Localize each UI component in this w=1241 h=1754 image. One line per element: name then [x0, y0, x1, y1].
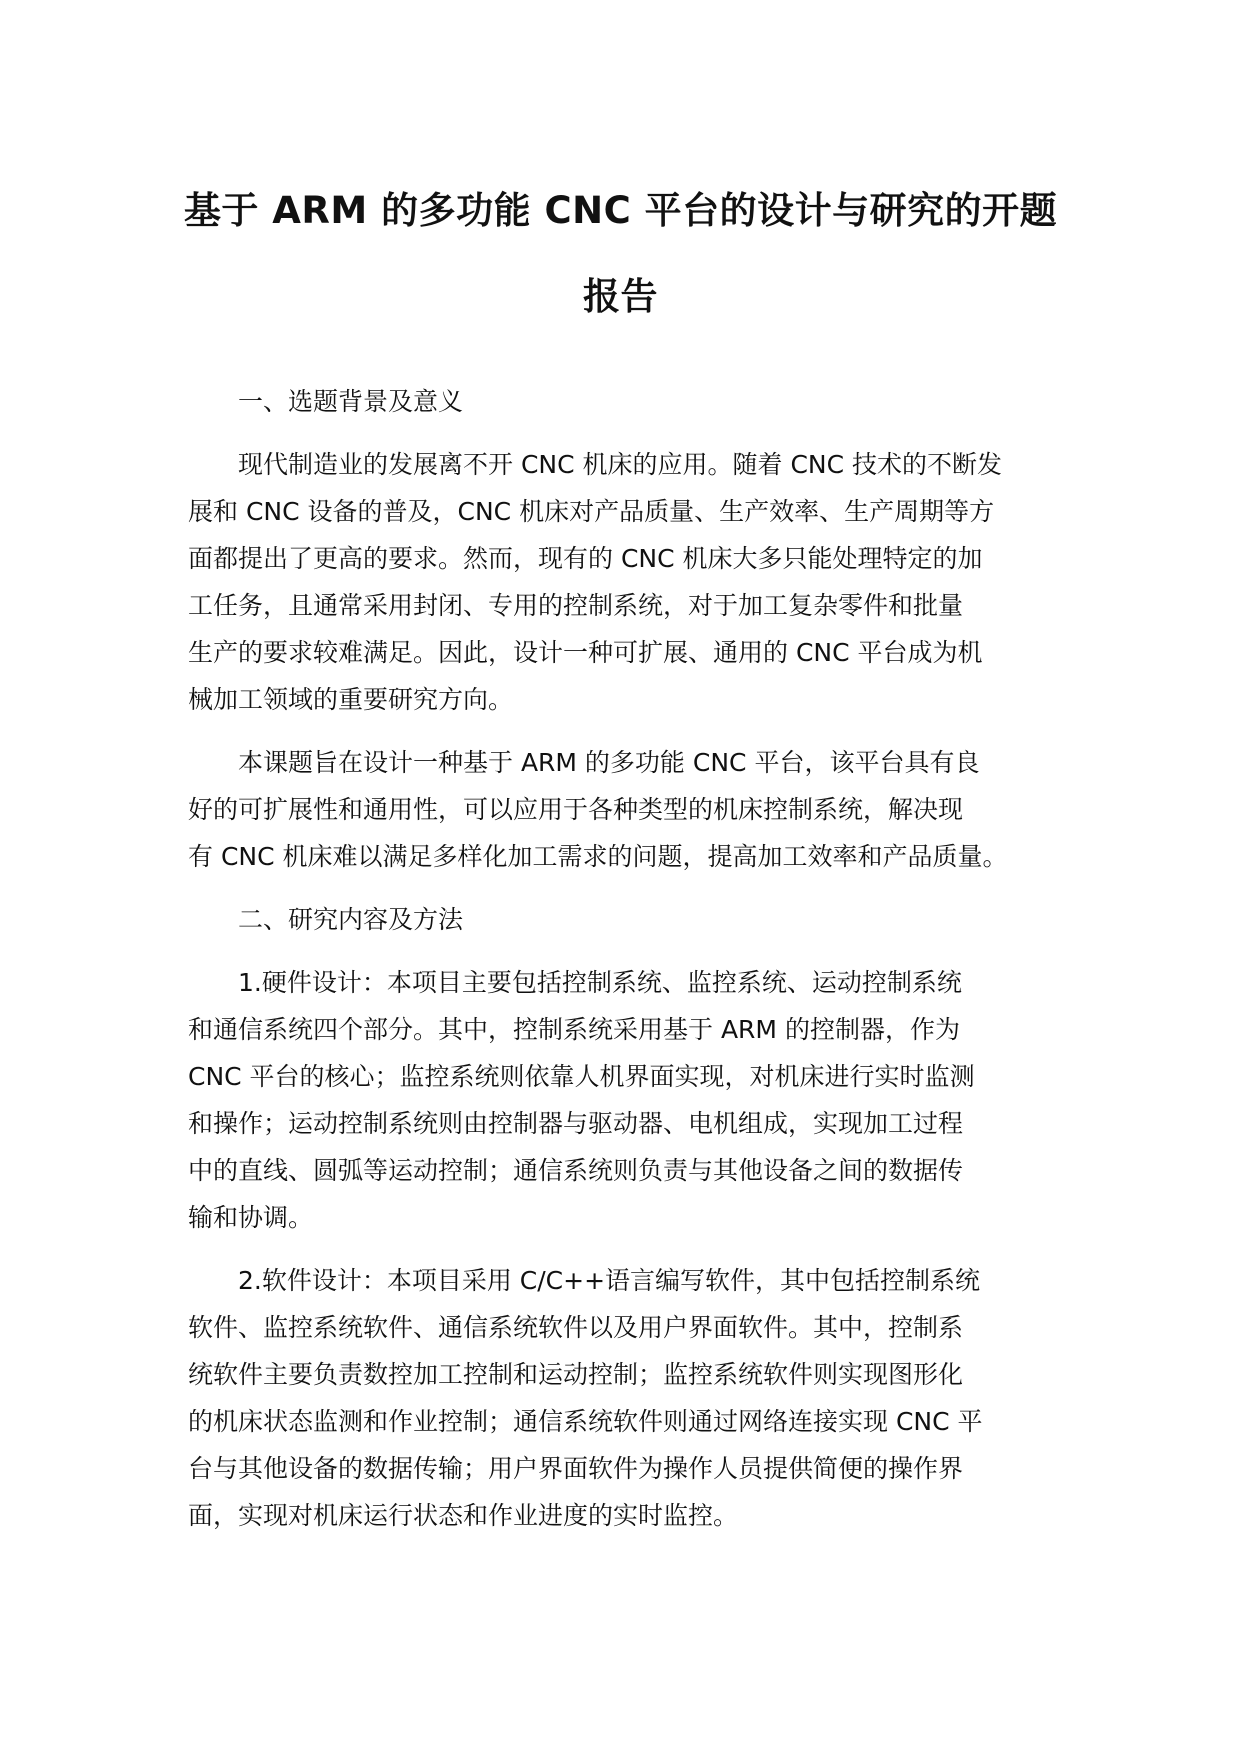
paragraph-line: CNC 平台的核心；监控系统则依靠人机界面实现，对机床进行实时监测: [188, 1062, 975, 1091]
section-research-content: [188, 896, 1068, 1539]
paragraph-line: 1.硬件设计：本项目主要包括控制系统、监控系统、运动控制系统: [238, 968, 962, 997]
paragraph-line: 软件、监控系统软件、通信系统软件以及用户界面软件。其中，控制系: [188, 1313, 964, 1342]
title-line-2: 报告: [583, 275, 658, 318]
paragraph-line: 统软件主要负责数控加工控制和运动控制；监控系统软件则实现图形化: [188, 1360, 964, 1389]
paragraph-line: 面，实现对机床运行状态和作业进度的实时监控。: [188, 1501, 739, 1530]
paragraph: [188, 959, 1068, 1241]
paragraph-line: 械加工领域的重要研究方向。: [188, 685, 514, 714]
document-body: [188, 378, 1068, 1555]
paragraph-line: 现代制造业的发展离不开 CNC 机床的应用。随着 CNC 技术的不断发: [238, 450, 1003, 479]
paragraph-line: 中的直线、圆弧等运动控制；通信系统则负责与其他设备之间的数据传: [188, 1156, 964, 1185]
paragraph: [188, 441, 1068, 723]
paragraph-line: 输和协调。: [188, 1203, 314, 1232]
paragraph-line: 台与其他设备的数据传输；用户界面软件为操作人员提供简便的操作界: [188, 1454, 964, 1483]
section-heading: 一、选题背景及意义: [238, 387, 464, 416]
paragraph-line: 本课题旨在设计一种基于 ARM 的多功能 CNC 平台，该平台具有良: [238, 748, 980, 777]
paragraph-line: 生产的要求较难满足。因此，设计一种可扩展、通用的 CNC 平台成为机: [188, 638, 983, 667]
section-heading: 二、研究内容及方法: [238, 905, 464, 934]
paragraph-line: 和通信系统四个部分。其中，控制系统采用基于 ARM 的控制器，作为: [188, 1015, 960, 1044]
paragraph-line: 有 CNC 机床难以满足多样化加工需求的问题，提高加工效率和产品质量。: [188, 842, 1008, 871]
paragraph-line: 的机床状态监测和作业控制；通信系统软件则通过网络连接实现 CNC 平: [188, 1407, 983, 1436]
title-line-1: 基于 ARM 的多功能 CNC 平台的设计与研究的开题: [183, 189, 1058, 232]
document-title: [160, 168, 1081, 340]
paragraph-line: 2.软件设计：本项目采用 C/C++语言编写软件，其中包括控制系统: [238, 1266, 981, 1295]
paragraph-line: 展和 CNC 设备的普及，CNC 机床对产品质量、生产效率、生产周期等方: [188, 497, 995, 526]
paragraph-line: 工任务，且通常采用封闭、专用的控制系统，对于加工复杂零件和批量: [188, 591, 964, 620]
section-background: [188, 378, 1068, 880]
paragraph: [188, 739, 1068, 880]
paragraph-line: 好的可扩展性和通用性，可以应用于各种类型的机床控制系统，解决现: [188, 795, 964, 824]
paragraph-line: 和操作；运动控制系统则由控制器与驱动器、电机组成，实现加工过程: [188, 1109, 964, 1138]
paragraph: [188, 1257, 1068, 1539]
paragraph-line: 面都提出了更高的要求。然而，现有的 CNC 机床大多只能处理特定的加: [188, 544, 983, 573]
